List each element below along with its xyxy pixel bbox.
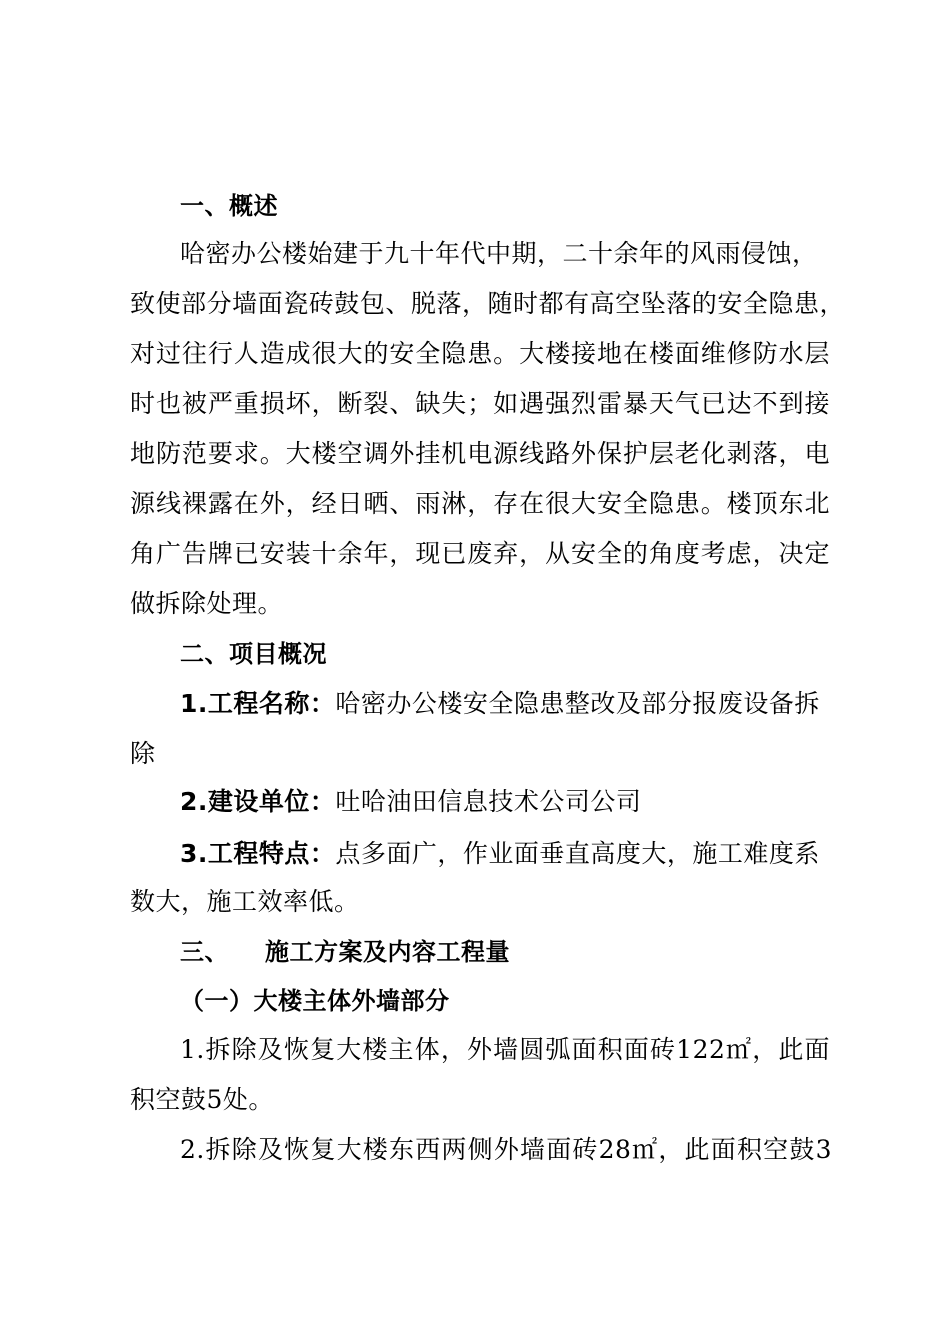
item-value-continued: 数大，施工效率低。 (130, 887, 360, 916)
item-label: 2.建设单位： (180, 787, 336, 816)
subsection-heading-main-wall: （一）大楼主体外墙部分 (180, 987, 450, 1015)
item-label: 3.工程特点： (180, 839, 336, 868)
item-value: 吐哈油田信息技术公司公司 (335, 787, 642, 816)
paragraph-line: 源线裸露在外，经日晒、雨淋，存在很大安全隐患。楼顶东北 (130, 489, 830, 518)
paragraph-line: 哈密办公楼始建于九十年代中期，二十余年的风雨侵蚀， (180, 239, 818, 268)
section-heading-construction-plan (180, 936, 510, 968)
paragraph-line: 2.拆除及恢复大楼东西两侧外墙面砖28㎡，此面积空鼓3 (180, 1135, 832, 1164)
heading-number: 三、 (180, 938, 229, 966)
project-item-builder (180, 786, 641, 818)
paragraph-line: 积空鼓5处。 (130, 1085, 274, 1114)
paragraph-line: 致使部分墙面瓷砖鼓包、脱落，随时都有高空坠落的安全隐患， (130, 289, 845, 318)
item-value: 点多面广，作业面垂直高度大，施工难度系 (335, 839, 820, 868)
paragraph-line: 1.拆除及恢复大楼主体，外墙圆弧面积面砖122㎡，此面 (180, 1035, 830, 1064)
paragraph-line: 做拆除处理。 (130, 589, 284, 618)
section-heading-overview: 一、概述 (180, 192, 278, 220)
heading-text: 施工方案及内容工程量 (265, 938, 510, 966)
paragraph-line: 地防范要求。大楼空调外挂机电源线路外保护层老化剥落，电 (130, 439, 830, 468)
paragraph-line: 时也被严重损坏，断裂、缺失；如遇强烈雷暴天气已达不到接 (130, 389, 830, 418)
item-label: 1.工程名称： (180, 689, 336, 718)
project-item-features (180, 838, 820, 870)
paragraph-line: 角广告牌已安装十余年，现已废弃，从安全的角度考虑，决定 (130, 539, 830, 568)
paragraph-line: 对过往行人造成很大的安全隐患。大楼接地在楼面维修防水层 (130, 339, 830, 368)
project-item-name (180, 688, 820, 720)
item-value: 哈密办公楼安全隐患整改及部分报废设备拆 (335, 689, 820, 718)
item-value-continued: 除 (130, 739, 156, 768)
section-heading-project-overview: 二、项目概况 (180, 640, 327, 668)
